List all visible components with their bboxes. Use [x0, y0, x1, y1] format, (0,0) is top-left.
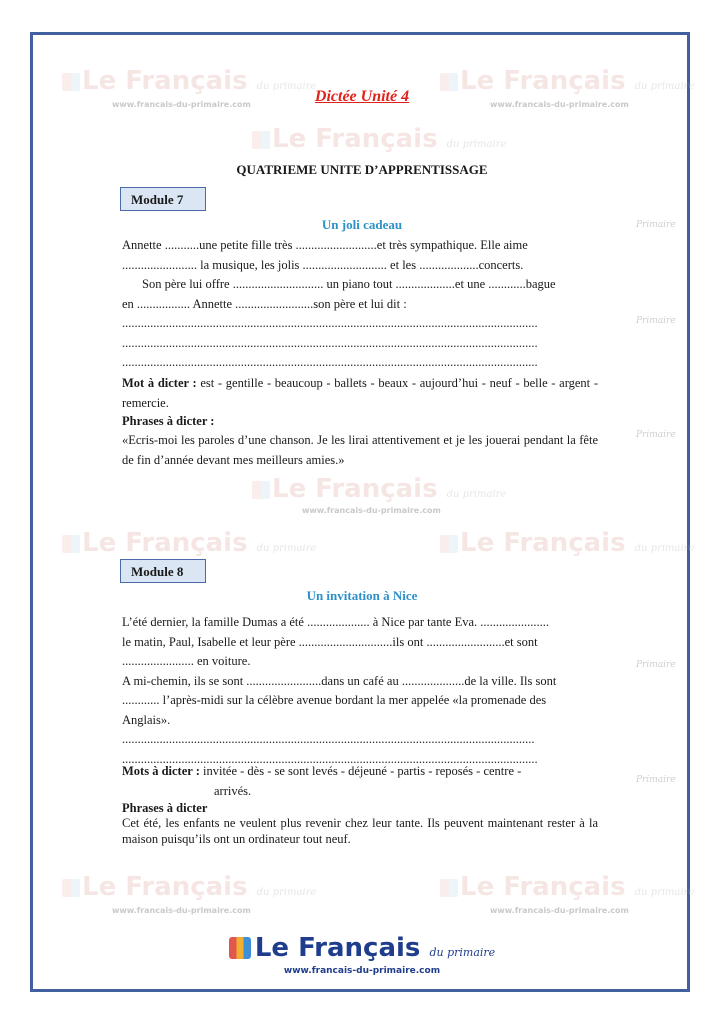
- watermark-url: www.francais-du-primaire.com: [112, 906, 251, 915]
- watermark-side: Primaire: [636, 316, 676, 326]
- watermark-logo: Le Français du primaire: [62, 528, 316, 558]
- blank-line: .....................................................................................................................................: [122, 355, 538, 369]
- watermark-url: www.francais-du-primaire.com: [490, 906, 629, 915]
- watermark-url: www.francais-du-primaire.com: [112, 100, 251, 109]
- watermark-logo: Le Français du primaire: [252, 474, 506, 504]
- module-7-phrases-label: Phrases à dicter :: [122, 414, 215, 428]
- blank-line: ....................................................................................................................................: [122, 732, 535, 746]
- watermark-side: Primaire: [636, 220, 676, 230]
- module-8-label: Module 8: [120, 559, 206, 583]
- module-8-phrases: Cet été, les enfants ne veulent plus revenir chez leur tante. Ils peuvent maintenant rester à la maison puisqu’ils ont un ordinateur tout neuf.: [122, 816, 598, 846]
- module-7-label: Module 7: [120, 187, 206, 211]
- module-8-title: Un invitation à Nice: [306, 588, 418, 603]
- blank-line: .....................................................................................................................................: [122, 316, 538, 330]
- page-title: Dictée Unité 4: [314, 88, 410, 105]
- text-line: Son père lui offre ............................. un piano tout ...................et une ............bague: [142, 277, 556, 291]
- text-line: ........................ la musique, les jolis ........................... et les ...................concerts.: [122, 257, 524, 272]
- blocks-icon: [62, 879, 80, 897]
- unit-subtitle: QUATRIEME UNITE D’APPRENTISSAGE: [236, 162, 488, 177]
- blocks-icon: [440, 879, 458, 897]
- words-list: invitée - dès - se sont levés - déjeuné - partis - reposés - centre -: [203, 764, 522, 778]
- watermark-logo: Le Français du primaire: [440, 872, 694, 902]
- watermark-logo: Le Français du primaire: [252, 124, 506, 154]
- blocks-icon: [252, 131, 270, 149]
- text-line: ............ l’après-midi sur la célèbre avenue bordant la mer appelée «la promenade des: [122, 693, 547, 707]
- blocks-icon: [252, 481, 270, 499]
- watermark-logo: Le Français du primaire: [440, 528, 694, 558]
- footer-url: www.francais-du-primaire.com: [283, 966, 441, 976]
- watermark-side: Primaire: [636, 430, 676, 440]
- watermark-logo: Le Français du primaire: [440, 66, 694, 96]
- blocks-icon: [62, 535, 80, 553]
- text-line: A mi-chemin, ils se sont ........................dans un café au ....................de la ville. Ils sont: [122, 673, 557, 688]
- watermark-side: Primaire: [636, 775, 676, 785]
- footer-logo: Le Français du primaire: [0, 933, 724, 963]
- module-8-dictation-text: [122, 613, 598, 769]
- text-line: ....................... en voiture.: [122, 654, 251, 668]
- text-line: en ................. Annette .........................son père et lui dit :: [122, 296, 407, 311]
- watermark-logo: Le Français du primaire: [62, 872, 316, 902]
- watermark-url: www.francais-du-primaire.com: [302, 506, 441, 515]
- words-label: Mots à dicter :: [122, 764, 200, 778]
- words-list-continued: arrivés.: [214, 783, 252, 798]
- module-7-title: Un joli cadeau: [321, 217, 403, 232]
- watermark-url: www.francais-du-primaire.com: [490, 100, 629, 109]
- text-line: Annette ...........une petite fille très ..........................et très sympathique. Elle aime: [122, 238, 528, 252]
- module-8-phrases-label: Phrases à dicter: [122, 801, 208, 815]
- text-line: L’été dernier, la famille Dumas a été .................... à Nice par tante Eva. ......................: [122, 615, 550, 629]
- blank-line: .....................................................................................................................................: [122, 751, 538, 766]
- blank-line: .....................................................................................................................................: [122, 335, 538, 350]
- text-line: Anglais».: [122, 712, 171, 727]
- watermark-logo: Le Français du primaire: [62, 66, 316, 96]
- module-8-words: [122, 762, 598, 801]
- watermark-side: Primaire: [636, 660, 676, 670]
- words-label: Mot à dicter :: [122, 376, 197, 390]
- blocks-icon: [440, 535, 458, 553]
- text-line: le matin, Paul, Isabelle et leur père ..............................ils ont .........................et sont: [122, 634, 538, 649]
- module-7-phrases: «Ecris-moi les paroles d’une chanson. Je les lirai attentivement et je les jouerai pendant la fête de fin d’année devant mes meilleurs amies.»: [122, 433, 598, 467]
- module-7-dictation-text: [122, 236, 598, 373]
- module-7-words: [122, 374, 598, 413]
- abc-blocks-icon: [229, 937, 251, 959]
- words-list: est - gentille - beaucoup - ballets - beaux - aujourd’hui - neuf - belle - argent - remercie.: [122, 376, 598, 410]
